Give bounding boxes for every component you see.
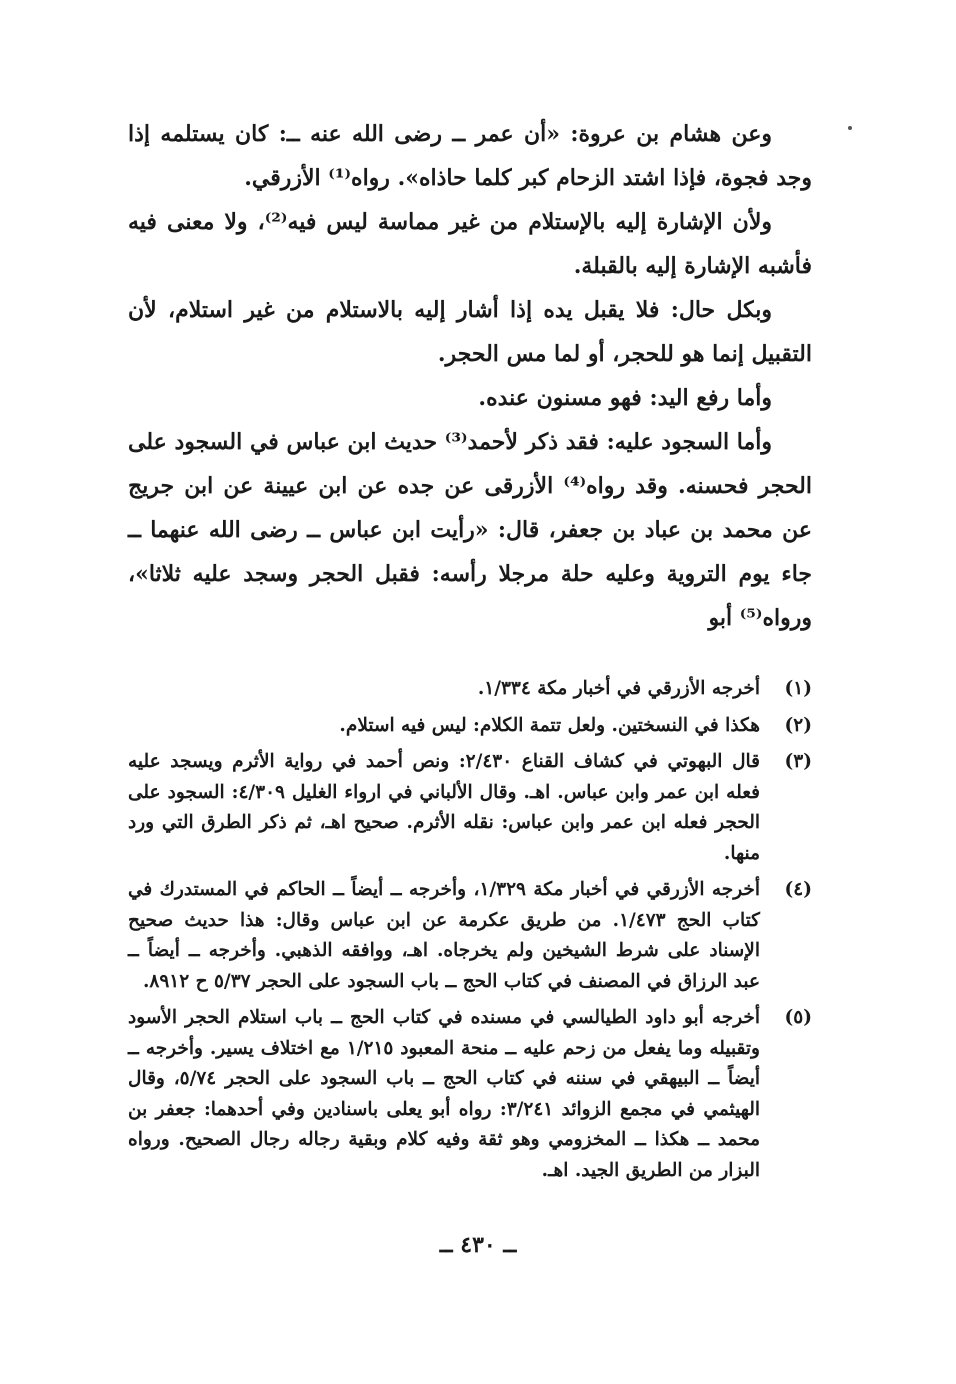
page-number: ــ ٤٣٠ ــ bbox=[439, 1232, 517, 1258]
footnote-text: قال البهوتي في كشاف القناع ٢/٤٣٠: ونص أحمد في رواية الأثرم ويسجد عليه فعله ابن عمر وابن عباس. اهـ. وقال الألباني في ارواء الغليل ٤/٣٠٩: السجود على الحجر فعله ابن عمر وابن عباس: نقله الأثرم. صحيح اهـ، ثم ذكر الطرق التي ورد منها. bbox=[128, 751, 760, 864]
footnote bbox=[128, 875, 812, 997]
main-text bbox=[128, 112, 812, 640]
footnote-text: أخرجه الأزرقي في أخبار مكة ١/٣٢٩، وأخرجه ــ أيضاً ــ الحاكم في المستدرك في كتاب الحج ١/٤٧٣. من طريق عكرمة عن ابن عباس وقال: هذا حديث صحيح الإسناد على شرط الشيخين ولم يخرجاه. اهـ، ووافقه الذهبي. وأخرجه ــ أيضاً ــ عبد الرزاق في المصنف في كتاب الحج ــ باب السجود على الحجر ٥/٣٧ ح ٨٩١٢. bbox=[128, 879, 761, 992]
paragraph: وأما السجود عليه: فقد ذكر لأحمد⁽³⁾ حديث ابن عباس في السجود على الحجر فحسنه. وقد رواه⁽⁴⁾ الأزرقى عن جده عن ابن عيينة عن ابن جريج عن محمد بن عباد بن جعفر، قال: «رأيت ابن عباس ــ رضى الله عنهما ــ جاء يوم التروية وعليه حلة مرجلا رأسه: فقبل الحجر وسجد عليه ثلاثا»، ورواه⁽⁵⁾ أبو bbox=[128, 429, 812, 631]
paragraph: وأما رفع اليد: فهو مسنون عنده. bbox=[478, 385, 772, 411]
footnote bbox=[128, 747, 812, 869]
paragraph: وبكل حال: فلا يقبل يده إذا أشار إليه بالاستلام من غير استلام، لأن التقبيل إنما هو للحجر، أو لما مس الحجر. bbox=[128, 297, 812, 367]
footnote-number: (٢) bbox=[784, 714, 812, 736]
paragraph: ولأن الإشارة إليه بالإستلام من غير مماسة ليس فيه⁽²⁾، ولا معنى فيه فأشبه الإشارة إليه بالقبلة. bbox=[128, 209, 812, 279]
footnote-text: هكذا في النسختين. ولعل تتمة الكلام: ليس فيه استلام. bbox=[339, 714, 760, 736]
footnote bbox=[128, 1003, 812, 1186]
footnotes bbox=[128, 674, 812, 1186]
page-content bbox=[128, 112, 812, 1192]
footnote bbox=[128, 674, 812, 705]
footnote-text: أخرجه الأزرقي في أخبار مكة ١/٣٣٤. bbox=[477, 678, 760, 699]
margin-mark bbox=[848, 126, 852, 130]
footnote-number: (١) bbox=[784, 678, 812, 699]
footnote-number: (٥) bbox=[784, 1007, 812, 1028]
paragraph: وعن هشام بن عروة: «أن عمر ــ رضى الله عنه ــ: كان يستلمه إذا وجد فجوة، فإذا اشتد الزحام كبر كلما حاذاه». رواه⁽¹⁾ الأزرقي. bbox=[128, 121, 812, 191]
footnote-number: (٣) bbox=[784, 751, 812, 772]
footnote-text: أخرجه أبو داود الطيالسي في مسنده في كتاب الحج ــ باب استلام الحجر الأسود وتقبيله وما يفعل من زحم عليه ــ منحة المعبود ١/٢١٥ مع اختلاف يسير. وأخرجه ــ أيضاً ــ البيهقي في سننه في كتاب الحج ــ باب السجود على الحجر ٥/٧٤، وقال الهيثمي في مجمع الزوائد ٣/٢٤١: رواه أبو يعلى باسنادين وفي أحدهما: جعفر بن محمد ــ هكذا ــ المخزومي وهو ثقة وفيه كلام وبقية رجاله رجال الصحيح. ورواه البزار من الطريق الجيد. اهـ. bbox=[128, 1007, 761, 1181]
footnote-number: (٤) bbox=[784, 879, 812, 900]
footnote bbox=[128, 711, 812, 742]
